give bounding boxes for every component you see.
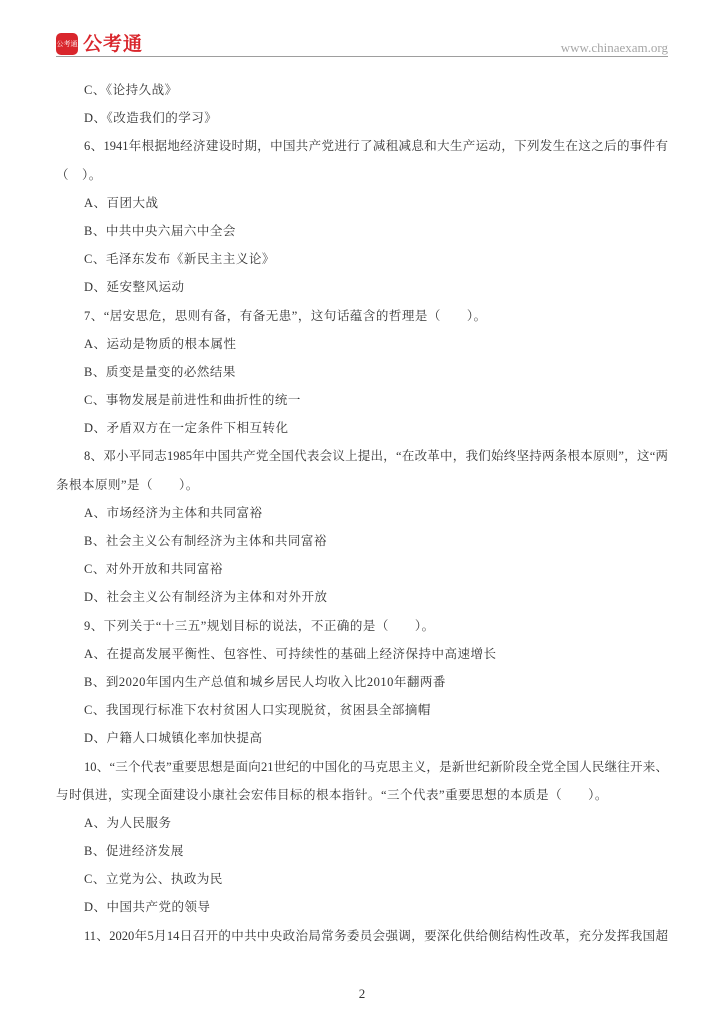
document-line: D、户籍人口城镇化率加快提高 bbox=[84, 731, 263, 746]
document-line: 7、“居安思危，思则有备，有备无患”，这句话蕴含的哲理是（ ）。 bbox=[84, 308, 487, 323]
document-line: A、百团大战 bbox=[84, 195, 159, 210]
document-line: 6、1941年根据地经济建设时期，中国共产党进行了减租减息和大生产运动，下列发生在这之后的事件有 bbox=[84, 139, 668, 154]
document-line: C、立党为公、执政为民 bbox=[84, 872, 223, 887]
document-line: C、毛泽东发布《新民主主义论》 bbox=[84, 252, 275, 267]
document-line: 11、2020年5月14日召开的中共中央政治局常务委员会强调，要深化供给侧结构性改革，充分发挥我国超 bbox=[84, 928, 668, 943]
document-line: A、在提高发展平衡性、包容性、可持续性的基础上经济保持中高速增长 bbox=[84, 646, 497, 661]
document-line: C、对外开放和共同富裕 bbox=[84, 562, 223, 577]
document-line: 10、“三个代表”重要思想是面向21世纪的中国化的马克思主义，是新世纪新阶段全党全国人民继往开来、 bbox=[84, 759, 668, 774]
document-line: A、运动是物质的根本属性 bbox=[84, 336, 237, 351]
logo-wordmark: 公考通 bbox=[83, 33, 144, 55]
document-line: B、促进经济发展 bbox=[84, 844, 184, 859]
document-line: 9、下列关于“十三五”规划目标的说法，不正确的是（ ）。 bbox=[84, 618, 435, 633]
document-line: B、中共中央六届六中全会 bbox=[84, 223, 236, 238]
page-header bbox=[56, 30, 668, 57]
document-line: B、社会主义公有制经济为主体和共同富裕 bbox=[84, 534, 327, 548]
site-url: www.chinaexam.org bbox=[560, 40, 668, 55]
document-line: A、为人民服务 bbox=[84, 815, 172, 830]
document-line: 8、邓小平同志1985年中国共产党全国代表会议上提出，“在改革中，我们始终坚持两条根本原则”，这“两 bbox=[84, 449, 668, 464]
document-line: （ ）。 bbox=[56, 167, 102, 182]
document-line: 与时俱进，实现全面建设小康社会宏伟目标的根本指针。“三个代表”重要思想的本质是（ ）。 bbox=[56, 787, 608, 802]
document-line: B、到2020年国内生产总值和城乡居民人均收入比2010年翻两番 bbox=[84, 674, 446, 689]
document-line: D、《改造我们的学习》 bbox=[84, 111, 218, 126]
document-line: D、延安整风运动 bbox=[84, 280, 185, 295]
document-line: D、社会主义公有制经济为主体和对外开放 bbox=[84, 590, 328, 605]
document-body bbox=[56, 76, 668, 950]
page-number: 2 bbox=[358, 986, 366, 1001]
document-line: D、中国共产党的领导 bbox=[84, 900, 211, 915]
document-line: 条根本原则”是（ ）。 bbox=[56, 477, 199, 492]
logo-group bbox=[56, 33, 143, 56]
document-line: C、我国现行标准下农村贫困人口实现脱贫，贫困县全部摘帽 bbox=[84, 703, 431, 718]
document-line: B、质变是量变的必然结果 bbox=[84, 364, 236, 379]
document-line: A、市场经济为主体和共同富裕 bbox=[84, 505, 263, 520]
document-line: D、矛盾双方在一定条件下相互转化 bbox=[84, 421, 289, 436]
document-line: C、事物发展是前进性和曲折性的统一 bbox=[84, 393, 301, 408]
document-line: C、《论持久战》 bbox=[84, 83, 178, 97]
gongkaotong-logo-icon: 公考通 bbox=[56, 33, 78, 55]
